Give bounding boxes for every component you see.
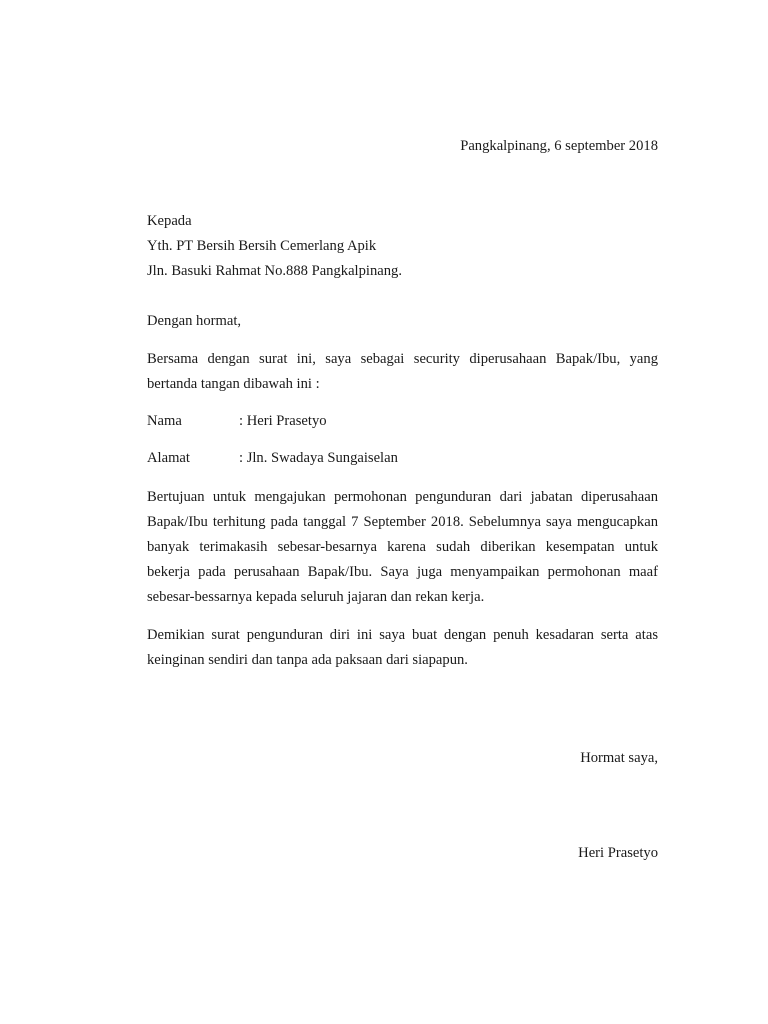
recipient-address: Jln. Basuki Rahmat No.888 Pangkalpinang. [147, 263, 402, 279]
body-paragraph: Bertujuan untuk mengajukan permohonan pengunduran dari jabatan diperusahaan Bapak/Ibu terhitung pada tanggal 7 September 2018. Sebelumnya saya mengucapkan banyak terimakasih sebesar-besarnya karena sudah diberikan kesempatan untuk bekerja pada perusahaan Bapak/Ibu. Saya juga menyampaikan permohonan maaf sebesar-bessarnya kepada seluruh jajaran dan rekan kerja. [147, 489, 658, 605]
signature-name: Heri Prasetyo [578, 845, 658, 861]
intro-paragraph: Bersama dengan surat ini, saya sebagai security diperusahaan Bapak/Ibu, yang bertanda tangan dibawah ini : [147, 351, 658, 392]
field-value-name: : Heri Prasetyo [239, 413, 327, 429]
place-date: Pangkalpinang, 6 september 2018 [460, 138, 658, 154]
recipient-company: Yth. PT Bersih Bersih Cemerlang Apik [147, 238, 377, 254]
closing-paragraph: Demikian surat pengunduran diri ini saya buat dengan penuh kesadaran serta atas keinginan sendiri dan tanpa ada paksaan dari siapapun. [147, 627, 658, 668]
field-row-address [147, 450, 398, 467]
field-row-name [147, 413, 327, 430]
field-label-name: Nama [147, 413, 182, 429]
field-value-address: : Jln. Swadaya Sungaiselan [239, 450, 398, 466]
recipient-to: Kepada [147, 213, 192, 229]
salutation: Dengan hormat, [147, 313, 242, 329]
closing: Hormat saya, [580, 750, 658, 766]
field-label-address: Alamat [147, 450, 190, 466]
